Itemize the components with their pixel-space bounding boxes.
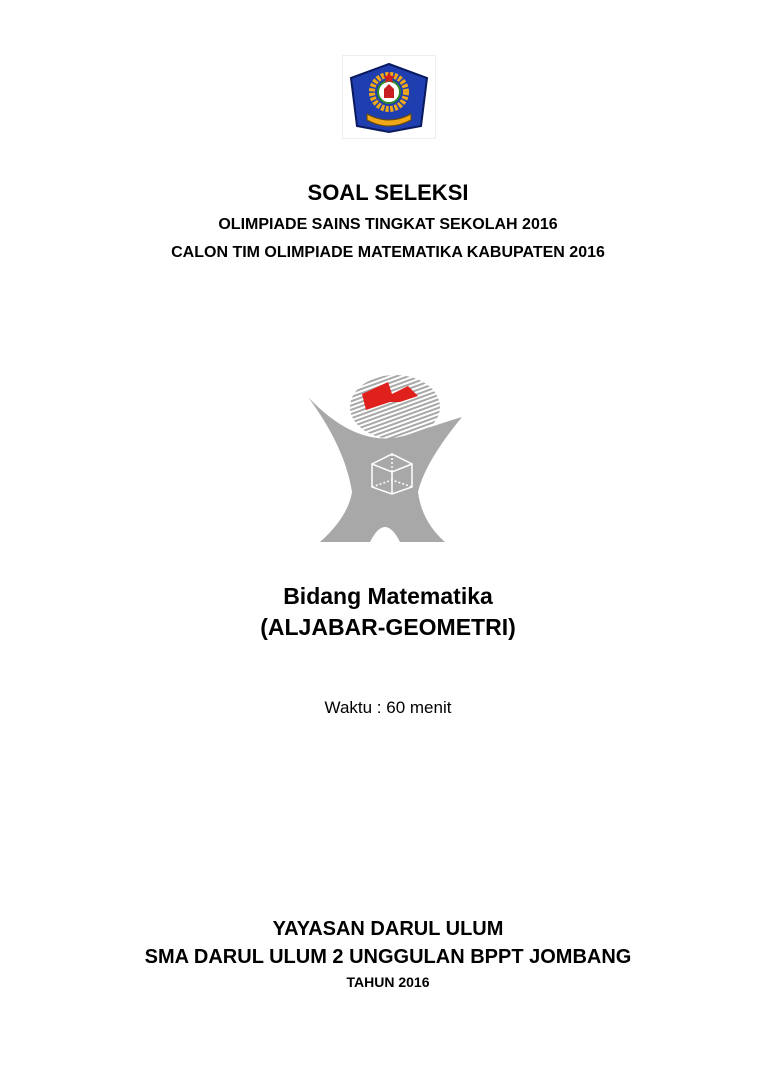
document-subtitle-2: CALON TIM OLIMPIADE MATEMATIKA KABUPATEN 2016 (171, 244, 605, 261)
subject-topic: (ALJABAR-GEOMETRI) (260, 614, 516, 640)
document-year: TAHUN 2016 (346, 974, 430, 990)
document-title: SOAL SELEKSI (307, 180, 469, 205)
exam-duration: Waktu : 60 menit (324, 698, 452, 717)
subject-field: Bidang Matematika (283, 583, 493, 609)
school-emblem-logo (342, 55, 436, 139)
olympiad-logo (300, 372, 470, 547)
school-name: SMA DARUL ULUM 2 UNGGULAN BPPT JOMBANG (144, 946, 632, 968)
foundation-name: YAYASAN DARUL ULUM (272, 918, 504, 940)
document-subtitle-1: OLIMPIADE SAINS TINGKAT SEKOLAH 2016 (218, 216, 558, 233)
